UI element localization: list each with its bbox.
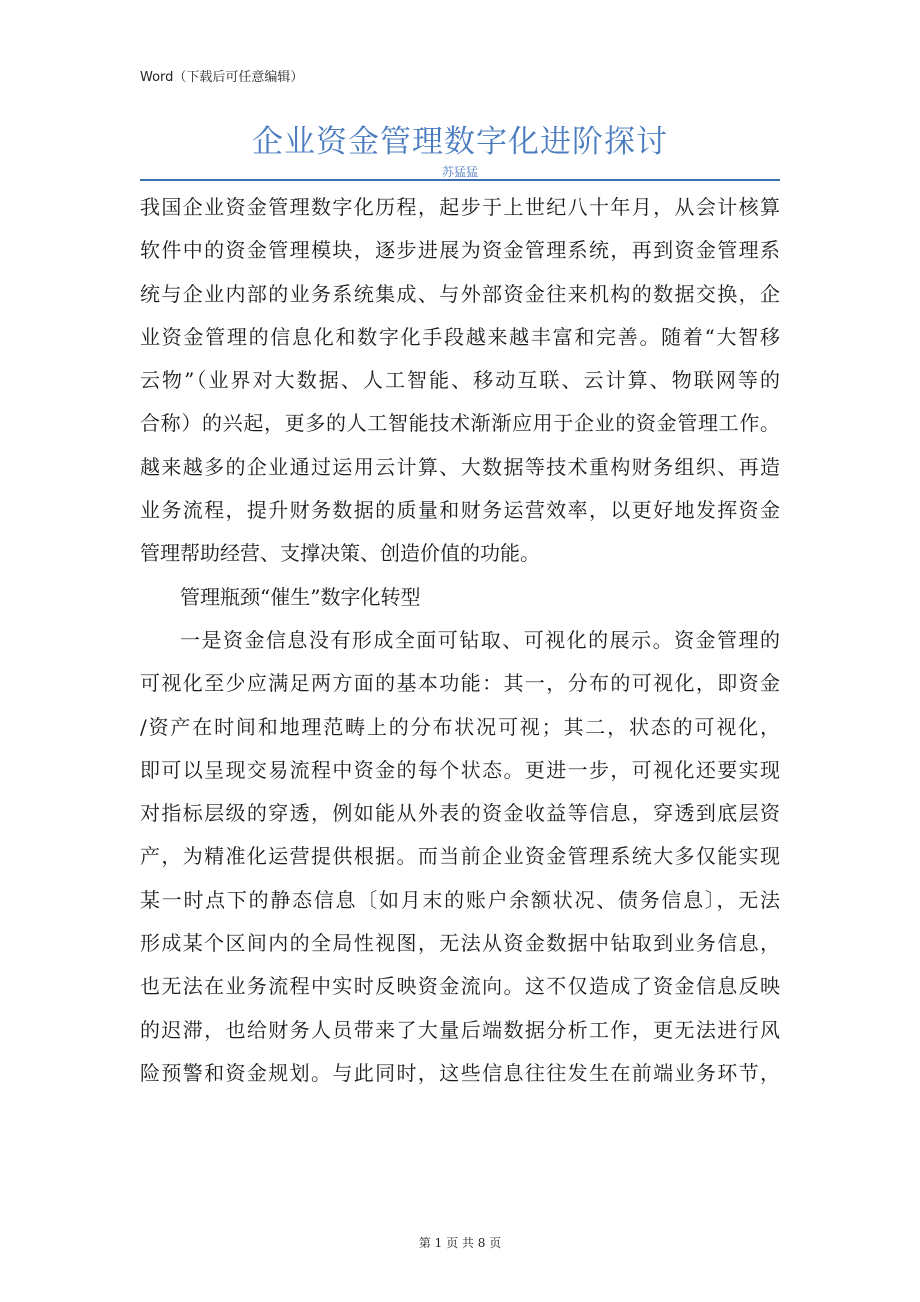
body-line: 也无法在业务流程中实时反映资金流向。这不仅造成了资金信息反映 (140, 974, 780, 999)
body-line: 对指标层级的穿透，例如能从外表的资金收益等信息，穿透到底层资 (140, 801, 780, 826)
document-title: 企业资金管理数字化进阶探讨 (252, 124, 668, 160)
header-note: Word（下载后可任意编辑） (140, 70, 304, 85)
body-line: /资产在时间和地理范畴上的分布状况可视；其二，状态的可视化， (140, 714, 780, 739)
body-line: 形成某个区间内的全局性视图，无法从资金数据中钻取到业务信息， (140, 931, 780, 956)
body-line: 云物”（业界对大数据、人工智能、移动互联、云计算、物联网等的 (140, 368, 780, 393)
body-line: 即可以呈现交易流程中资金的每个状态。更进一步，可视化还要实现 (140, 757, 780, 782)
body-line: 统与企业内部的业务系统集成、与外部资金往来机构的数据交换，企 (140, 281, 780, 306)
body-line: 某一时点下的静态信息〔如月末的账户余额状况、债务信息〕，无法 (140, 887, 780, 912)
body-line: 险预警和资金规划。与此同时，这些信息往往发生在前端业务环节， (140, 1060, 780, 1085)
body-line: 业务流程，提升财务数据的质量和财务运营效率，以更好地发挥资金 (140, 498, 780, 523)
body-line: 管理帮助经营、支撑决策、创造价值的功能。 (140, 541, 540, 566)
body-line: 的迟滞，也给财务人员带来了大量后端数据分析工作，更无法进行风 (140, 1017, 780, 1042)
document-body (140, 186, 780, 1095)
body-line: 业资金管理的信息化和数字化手段越来越丰富和完善。随着“大智移 (140, 324, 780, 349)
body-line: 产，为精准化运营提供根据。而当前企业资金管理系统大多仅能实现 (140, 844, 780, 869)
body-line: 我国企业资金管理数字化历程，起步于上世纪八十年月，从会计核算 (140, 195, 780, 219)
body-line: 合称）的兴起，更多的人工智能技术渐渐应用于企业的资金管理工作。 (140, 411, 780, 436)
page-footer: 第 1 页 共 8 页 (418, 1236, 502, 1250)
body-line: 一是资金信息没有形成全面可钻取、可视化的展示。资金管理的 (180, 627, 780, 652)
body-line: 越来越多的企业通过运用云计算、大数据等技术重构财务组织、再造 (140, 454, 780, 479)
author-name: 苏猛猛 (441, 165, 478, 179)
body-line: 可视化至少应满足两方面的基本功能：其一，分布的可视化，即资金 (140, 671, 780, 696)
section-heading: 管理瓶颈“催生”数字化转型 (180, 584, 421, 609)
body-line: 软件中的资金管理模块，逐步进展为资金管理系统，再到资金管理系 (140, 238, 780, 263)
title-divider (140, 179, 780, 181)
